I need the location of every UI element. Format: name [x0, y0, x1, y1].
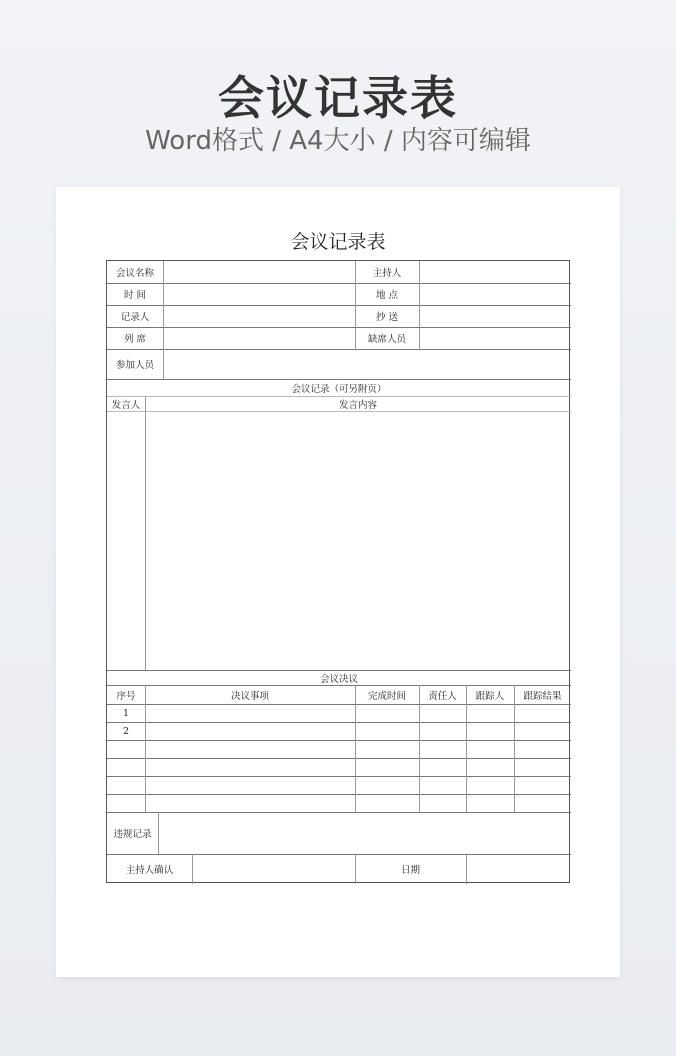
- attendees-value[interactable]: [163, 327, 355, 349]
- grid-line: [107, 758, 571, 759]
- row-number: [107, 740, 145, 758]
- grid-line: [107, 794, 571, 795]
- cc-label: 抄 送: [375, 312, 399, 323]
- document-page: [56, 187, 620, 977]
- grid-line: [107, 283, 571, 284]
- grid-line: [107, 349, 571, 350]
- speaker-header: 发言人: [111, 399, 141, 411]
- resolutions-section-title: 会议决议: [319, 673, 358, 685]
- violation-label: 违规记录: [113, 829, 152, 840]
- speech-content-area[interactable]: [145, 411, 571, 670]
- document-title: 会议记录表: [290, 231, 386, 253]
- grid-line: [107, 740, 571, 741]
- grid-line: [107, 854, 571, 855]
- location-value[interactable]: [419, 283, 571, 305]
- column-header: 序号: [116, 690, 136, 702]
- grid-line: [107, 379, 571, 380]
- host-confirm-label: 主持人确认: [125, 865, 174, 876]
- grid-line: [107, 327, 571, 328]
- meeting-name-value[interactable]: [163, 261, 355, 283]
- grid-line: [466, 685, 467, 812]
- grid-line: [355, 261, 356, 349]
- recorder-value[interactable]: [163, 305, 355, 327]
- grid-line: [107, 411, 571, 412]
- meeting-name-label: 会议名称: [115, 268, 154, 279]
- banner-title: 会议记录表: [218, 71, 458, 125]
- grid-line: [466, 854, 467, 884]
- row-number: [107, 758, 145, 776]
- grid-line: [192, 854, 193, 884]
- cc-value[interactable]: [419, 305, 571, 327]
- grid-line: [419, 685, 420, 812]
- participants-label: 参加人员: [115, 360, 154, 371]
- grid-line: [107, 722, 571, 723]
- speaker-column[interactable]: [107, 411, 145, 670]
- row-number: 2: [122, 725, 130, 737]
- grid-line: [107, 704, 571, 705]
- grid-line: [158, 812, 159, 854]
- grid-line: [107, 812, 571, 813]
- row-number: [107, 794, 145, 812]
- grid-line: [107, 396, 571, 397]
- time-label: 时 间: [123, 290, 147, 301]
- column-header: 决议事项: [230, 690, 269, 702]
- grid-line: [355, 685, 356, 812]
- grid-line: [419, 261, 420, 349]
- recorder-label: 记录人: [120, 312, 150, 323]
- column-header: 跟踪人: [475, 690, 505, 702]
- column-header: 完成时间: [367, 690, 406, 702]
- time-value[interactable]: [163, 283, 355, 305]
- meeting-record-table: [106, 260, 570, 883]
- row-number: 1: [122, 707, 130, 719]
- grid-line: [107, 685, 571, 686]
- column-header: 跟踪结果: [523, 690, 562, 702]
- grid-line: [107, 305, 571, 306]
- minutes-section-title: 会议记录（可另附页）: [291, 383, 387, 395]
- grid-line: [107, 670, 571, 671]
- location-label: 地 点: [375, 290, 399, 301]
- grid-line: [514, 685, 515, 812]
- grid-line: [107, 776, 571, 777]
- content-header: 发言内容: [338, 399, 377, 411]
- participants-value[interactable]: [163, 349, 571, 379]
- host-confirm-value[interactable]: [192, 854, 355, 884]
- grid-line: [145, 685, 146, 812]
- column-header: 责任人: [428, 690, 457, 702]
- banner-subtitle: Word格式 / A4大小 / 内容可编辑: [145, 126, 531, 156]
- row-number: [107, 776, 145, 794]
- grid-line: [145, 396, 146, 670]
- host-label: 主持人: [372, 268, 402, 279]
- grid-line: [163, 261, 164, 379]
- date-value[interactable]: [466, 854, 571, 884]
- host-value[interactable]: [419, 261, 571, 283]
- attendees-label: 列 席: [123, 334, 147, 345]
- grid-line: [355, 854, 356, 884]
- absentees-label: 缺席人员: [367, 334, 406, 345]
- violation-value[interactable]: [158, 812, 571, 854]
- date-label: 日期: [400, 865, 420, 876]
- absentees-value[interactable]: [419, 327, 571, 349]
